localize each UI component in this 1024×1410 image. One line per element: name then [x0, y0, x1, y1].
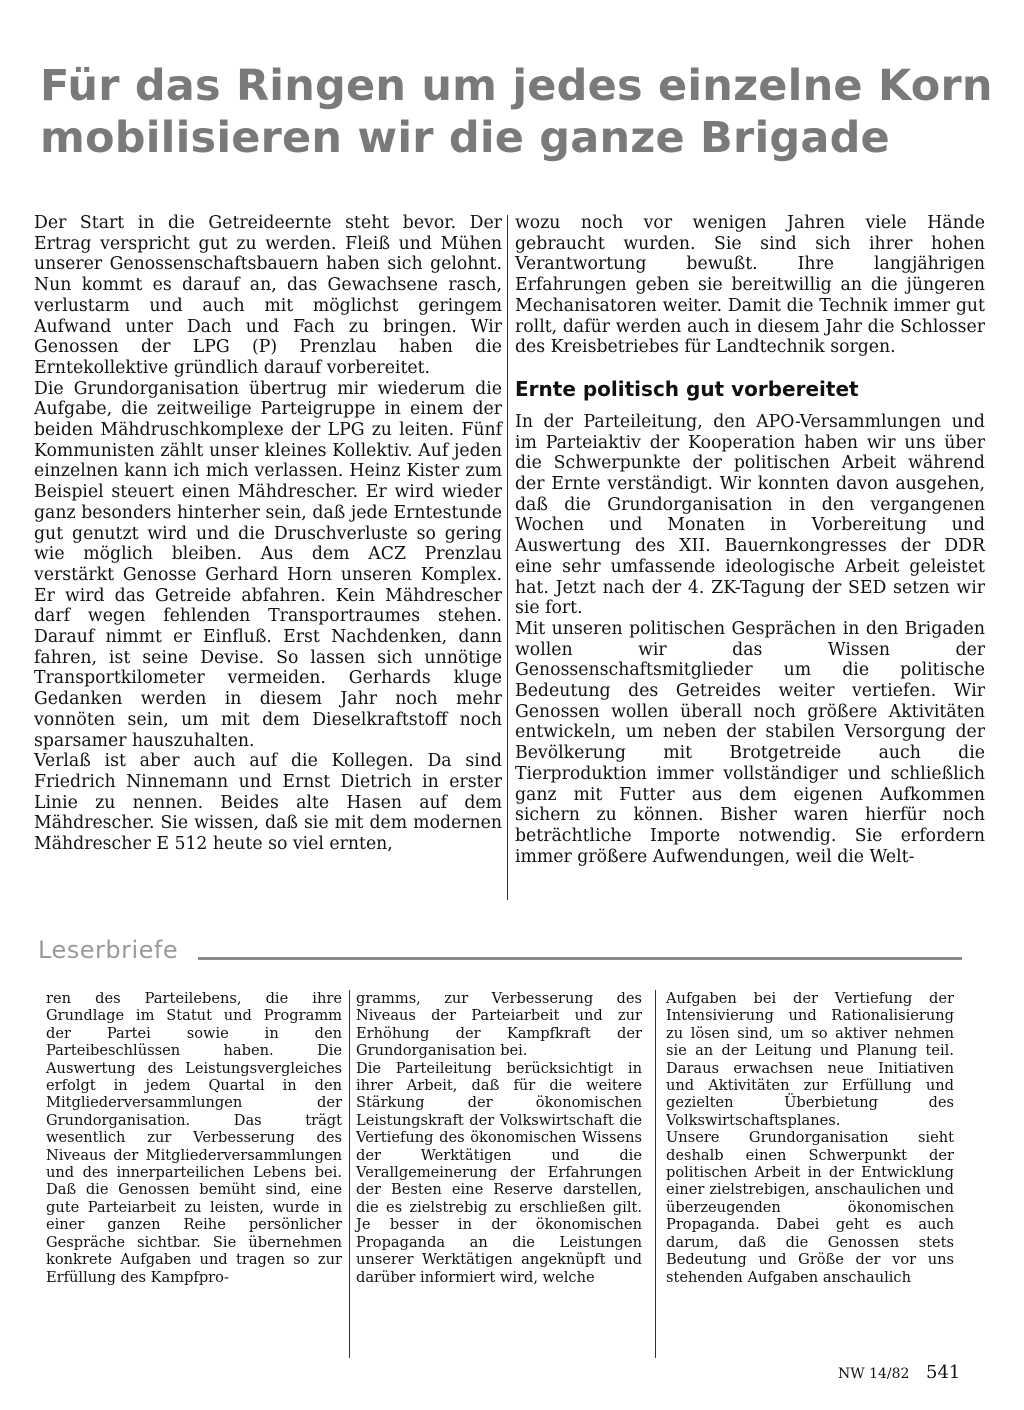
headline-line-1: Für das Ringen um jedes einzelne Korn — [40, 61, 993, 111]
article-paragraph: In der Parteileitung, den APO-Versammlungen und im Parteiaktiv der Kooperation haben wir uns über die Schwerpunkte der politischen Arbeit während der Ernte verständigt. Wir konnten davon ausgehen, daß die Grundorganisation in den vergangenen Wochen und Monaten in Vorbereitung und Auswertung des XII. Bauernkongresses der DDR eine sehr umfassende ideologische Arbeit geleistet hat. Jetzt nach der 4. ZK-Tagung der SED setzen wir sie fort. — [515, 411, 985, 619]
letters-paragraph: Unsere Grundorganisation sieht deshalb einen Schwerpunkt der politischen Arbeit in der Entwicklung einer zielstrebigen, anschaulichen und überzeugenden ökonomischen Propaganda. Dabei geht es auch darum, daß die Genossen stets Bedeutung und Größe der vor uns stehenden Aufgaben anschaulich — [666, 1129, 954, 1286]
letters-paragraph: Aufgaben bei der Vertiefung der Intensivierung und Rationalisierung zu lösen sind, um so aktiver nehmen sie an der Leitung und Planung teil. Daraus erwachsen neue Initiativen und Aktivitäten zur Erfüllung und gezielten Überbietung des Volkswirtschaftsplanes. — [666, 990, 954, 1129]
column-divider — [507, 215, 508, 900]
letters-column-2 — [356, 990, 642, 1286]
letters-column-1 — [46, 990, 342, 1286]
article-column-right — [515, 213, 985, 867]
column-divider — [349, 990, 350, 1358]
letters-paragraph: Die Parteileitung berücksichtigt in ihrer Arbeit, daß für die weitere Stärkung der ökonomischen Leistungskraft der Volkswirtschaft die Vertiefung des ökonomischen Wissens der Werktätigen und die Verallgemeinerung der Erfahrungen der Besten eine Reserve darstellen, die es zielstrebig zu erschließen gilt. Je besser in der ökonomischen Propaganda an die Leistungen unserer Werktätigen angeknüpft und darüber informiert wird, welche — [356, 1059, 642, 1286]
letters-column-3 — [666, 990, 954, 1286]
article-paragraph: Der Start in die Getreideernte steht bevor. Der Ertrag verspricht gut zu werden. Fleiß und Mühen unserer Genossenschaftsbauern haben sich gelohnt. Nun kommt es darauf an, das Gewachsene rasch, verlustarm und auch mit möglichst geringem Aufwand unter Dach und Fach zu bringen. Wir Genossen der LPG (P) Prenzlau haben die Erntekollektive gründlich darauf vorbereitet. — [34, 213, 502, 378]
article-paragraph: Verlaß ist aber auch auf die Kollegen. Da sind Friedrich Ninnemann und Ernst Dietrich in erster Linie zu nennen. Beides alte Hasen auf dem Mähdrescher. Sie wissen, daß sie mit dem modernen Mähdrescher E 512 heute so viel ernten, — [34, 751, 502, 855]
section-label: Leserbriefe — [38, 936, 179, 964]
headline — [40, 60, 993, 164]
article-paragraph: wozu noch vor wenigen Jahren viele Hände gebraucht wurden. Sie sind sich ihrer hohen Verantwortung bewußt. Ihre langjährigen Erfahrungen geben sie bereitwillig an die jüngeren Mechanisatoren weiter. Damit die Technik immer gut rollt, dafür werden auch in diesem Jahr die Schlosser des Kreisbetriebes für Landtechnik sorgen. — [515, 213, 985, 358]
article-paragraph: Mit unseren politischen Gesprächen in den Brigaden wollen wir das Wissen der Genossenschaftsmitglieder um die politische Bedeutung des Getreides weiter vertiefen. Wir Genossen wollen überall noch größere Aktivitäten entwickeln, um neben der stabilen Versorgung der Bevölkerung mit Brotgetreide auch die Tierproduktion immer vollständiger und schließlich ganz mit Futter aus dem eigenen Aufkommen sichern zu können. Bisher waren hierfür noch beträchtliche Importe notwendig. Sie erfordern immer größere Aufwendungen, weil die Welt- — [515, 618, 985, 867]
letters-paragraph: ren des Parteilebens, die ihre Grundlage im Statut und Programm der Partei sowie in den Parteibeschlüssen haben. Die Auswertung des Leistungsvergleiches erfolgt in jedem Quartal in den Mitgliederversammlungen der Grundorganisation. Das trägt wesentlich zur Verbesserung des Niveaus der Mitgliederversammlungen und des innerparteilichen Lebens bei. Daß die Genossen bemüht sind, eine gute Parteiarbeit zu leisten, wurde in einer ganzen Reihe persönlicher Gespräche sichtbar. Sie übernehmen konkrete Aufgaben und tragen so zur Erfüllung des Kampfpro- — [46, 990, 342, 1286]
article-subheading: Ernte politisch gut vorbereitet — [515, 376, 859, 401]
article-paragraph: Die Grundorganisation übertrug mir wiederum die Aufgabe, die zeitweilige Parteigruppe in einem der beiden Mähdruschkomplexe der LPG zu leiten. Fünf Kommunisten zählt unser kleines Kollektiv. Auf jeden einzelnen kann ich mich verlassen. Heinz Kister zum Beispiel steuert einen Mähdrescher. Er wird wieder ganz besonders hinterher sein, daß jede Erntestunde gut genutzt wird und die Druschverluste so gering wie möglich bleiben. Aus dem ACZ Prenzlau verstärkt Genosse Gerhard Horn unseren Komplex. Er wird das Getreide abfahren. Kein Mähdrescher darf wegen fehlenden Transportraumes stehen. Darauf nimmt er Einfluß. Erst Nachdenken, dann fahren, ist seine Devise. So lassen sich unnötige Transportkilometer vermeiden. Gerhards kluge Gedanken werden in diesem Jahr noch mehr vonnöten sein, um mit dem Dieselkraftstoff noch sparsamer hauszuhalten. — [34, 378, 502, 751]
column-divider — [655, 990, 656, 1358]
headline-line-2: mobilisieren wir die ganze Brigade — [40, 113, 890, 163]
letters-paragraph: gramms, zur Verbesserung des Niveaus der Parteiarbeit und zur Erhöhung der Kampfkraft der Grundorganisation bei. — [356, 990, 642, 1060]
page-number: 541 — [926, 1362, 961, 1383]
article-column-left — [34, 213, 502, 855]
section-rule — [198, 957, 962, 960]
issue-reference: NW 14/82 — [838, 1366, 910, 1382]
